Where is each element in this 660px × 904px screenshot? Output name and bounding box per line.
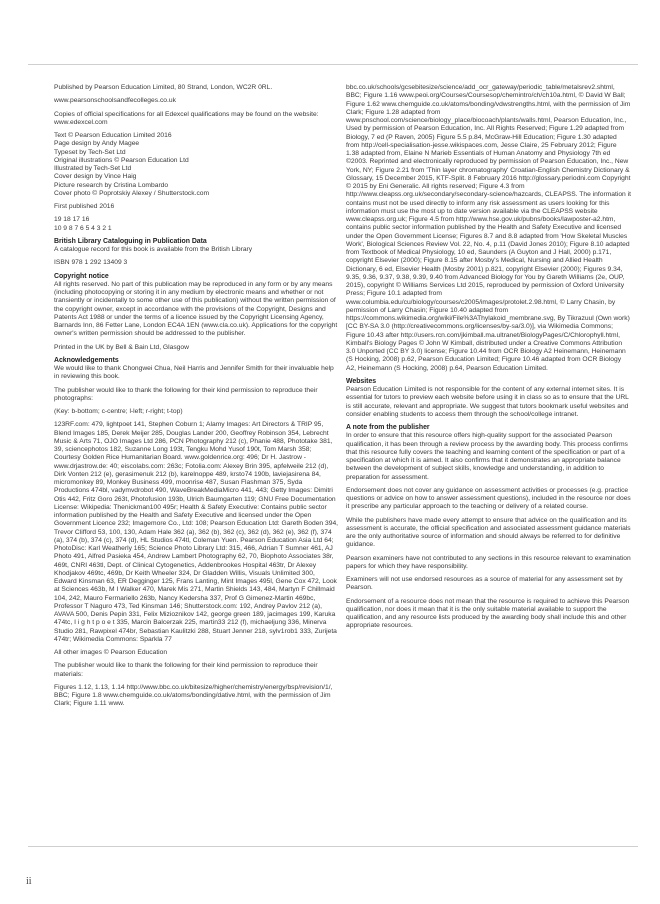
bl-cataloguing-text: A catalogue record for this book is available from the British Library <box>54 246 253 253</box>
materials-credits-start: Figures 1.12, 1.13, 1.14 http://www.bbc.co.uk/bitesize/higher/chemistry/energy/bsp/revision/1/, BBC; Figure 1.8 www.chemguide.co.uk/atoms/bonding/dative.html, with the permission of Jim Clark; Figure 1.11 www. <box>54 683 333 708</box>
credits-block <box>54 132 339 198</box>
publisher-note-paragraph: In order to ensure that this resource offers high-quality support for the associated Pearson qualification, it has been through a review process by the awarding body. This process confirms that this resource fully covers the teaching and learning content of the specification or part of a specification at which it is aimed. It also confirms that it demonstrates an appropriate balance between the development of subject skills, knowledge and understanding, in addition to preparation for assessment. <box>346 432 628 481</box>
materials-intro: The publisher would like to thank the following for their kind permission to reproduce their materials: <box>54 662 318 678</box>
other-images-note: All other images © Pearson Education <box>54 649 168 656</box>
credit-line: Original illustrations © Pearson Education Ltd <box>54 156 189 164</box>
page-number: ii <box>26 876 32 887</box>
first-published: First published 2016 <box>54 203 115 210</box>
acknowledgements-text: We would like to thank Chongwei Chua, Neil Harris and Jennifer Smith for their invaluable help in reviewing this book. <box>54 365 334 381</box>
top-rule <box>28 64 638 65</box>
credit-line: Text © Pearson Education Limited 2016 <box>54 132 172 139</box>
left-column <box>54 84 339 714</box>
publisher-note-paragraph: Endorsement does not cover any guidance on assessment activities or processes (e.g. practice questions or advice on how to answer assessment questions), included in the resource nor does it prescribe any particular approach to the teaching or delivery of a related course. <box>346 486 631 511</box>
publisher-note-heading: A note from the publisher <box>346 424 430 431</box>
photo-credits: 123RF.com: 479, lightpoet 141, Stephen Coburn 1; Alamy Images: Art Directors & TRIP 95, Blend Images 185, Derek Meijer 285, Douglas Lander 200, Geoffrey Robinson 354, Lebrecht Music & Arts 71, OJO Images Ltd 286, PCN Photography 212 (c), Phanie 488, Phototake 381, 39, sciencephotos 182, Suzanne Long 193t, Tengku Mohd Yusof 190t, Tom Marsh 358; Courtesy Golden Rice Humanitarian Board. www.goldenrice.org: 496; Dr H. Jastrow - www.drjastrow.de: 40; eiscolabs.com: 263c; Fotolia.com: Alexey Brin 395, apfelweile 212 (d), Dirk Vonten 212 (e), gerasimenuk 212 (b), karelnoppe 489, krsto74 190b, laviejasirena 84, micromonkey 89, Monkey Business 499, moonrise 487, Susan Flashman 375, Syda Productions 474bl, vadymvdrobot 490, WaveBreakMediaMicro 441, 443; Getty Images: Dimitri Otis 442, Fritz Goro 263t, Photofusion 193b, Ulrich Baumgarten 119; GNU Free Documentation License: Wikipedia: Thenickman100 495r; Health & Safety Executive: Contains public sector information published by the Health and Safety Executive and licensed under the Open Government Licence 232; Imagemore Co., Ltd: 108; Pearson Education Ltd: Gareth Boden 394, Trevor Clifford 53, 100, 130, Adam Hale 362 (a), 362 (b), 362 (c), 362 (d), 362 (e), 362 (f), 374 (a), 374 (b), 374 (c), 374 (d), HL Studios 474tl, Coleman Yuen. Pearson Education Asia Ltd 64; PhotoDisc: Karl Weatherly 165; Science Photo Library Ltd: 315, 466, Adrian T Sumner 461, AJ Photo 491, Alfred Pasieka 454, Andrew Lambert Photography 62, 70, Biophoto Associates 38r, 469t, CNRI 463tl, Dept. of Clinical Cytogenetics, Addenbrookes Hospital 463tr, Dr Alexey Khodjakov 469tc, 469b, Dr Keith Wheeler 324, Dr Gladden Willis, Visuals Unlimited 300, Edward Kinsman 63, ER Degginger 125, Frans Lanting, Mint Images 495l, Gene Cox 472, Look at Sciences 463b, M I Walker 470, Marek Mis 271, Martin Shields 143, 484, Martyn F Chillmaid 104, 242, Mauro Fermariello 263b, Nancy Kedersha 337, Prof G Gimenez-Martin 469bc, Professor T Naguro 473, Ted Kinsman 146; Shutterstock.com: 192, Andrey Pavlov 212 (a), AVAVA 500, Denis Pepin 331, Felix Mizioznikov 142, george green 189, jacimages 199, Karuka 474tc, I i g h t p o e t 335, Marcin Balcerzak 225, martin33 212 (f), michaeljung 336, Minerva Studio 281, Rawpixel 474br, Sebastian Kaulitzki 288, Stuart Jenner 218, sylv1rob1 333, Zurijeta 474tr; Wikimedia Commons: Sparkla 77 <box>54 421 339 643</box>
right-column <box>346 84 631 636</box>
photo-key: (Key: b-bottom; c-centre; l-left; r-right; t-top) <box>54 408 183 415</box>
acknowledgements-heading: Acknowledgements <box>54 356 119 364</box>
publisher-note-paragraph: Examiners will not use endorsed resources as a source of material for any assessment set by Pearson. <box>346 576 623 592</box>
impression-years: 19 18 17 16 <box>54 216 90 224</box>
copyright-heading: Copyright notice <box>54 272 109 280</box>
printed-by: Printed in the UK by Bell & Bain Ltd, Glasgow <box>54 343 189 351</box>
websites-text: Pearson Education Limited is not responsible for the content of any external internet sites. It is essential for tutors to preview each website before using it in class so as to ensure that the URL is still accurate, relevant and appropriate. We suggest that tutors bookmark useful websites and consider enabling students to access them through the school/college intranet. <box>346 386 629 418</box>
publisher-note-paragraph: Pearson examiners have not contributed to any sections in this resource relevant to examination papers for which they have responsibility. <box>346 554 631 570</box>
isbn: ISBN 978 1 292 13409 3 <box>54 259 128 267</box>
bottom-rule <box>28 846 638 847</box>
impression-line <box>54 216 339 233</box>
photos-intro: The publisher would like to thank the following for their kind permission to reproduce their photographs: <box>54 386 318 402</box>
credit-line: Picture research by Cristina Lombardo <box>54 181 169 189</box>
credit-line: Cover design by Vince Haig <box>54 173 137 181</box>
copyright-text: All rights reserved. No part of this publication may be reproduced in any form or by any means (including photocopying or storing it in any medium by electronic means and whether or not transiently or incidentally to some other use of this publication) without the written permission of the copyright owner, except in accordance with the provisions of the Copyright, Designs and Patents Act 1988 or under the terms of a licence issued by the Copyright Licensing Agency, Barnards Inn, 86 Fetter Lane, London EC4A 1EN (www.cla.co.uk). Applications for the copyright owner's written permission should be addressed to the publisher. <box>54 280 338 338</box>
specifications-note: Copies of official specifications for all Edexcel qualifications may be found on the website: www.edexcel.com <box>54 110 319 126</box>
publisher-website: www.pearsonschoolsandfecolleges.co.uk <box>54 97 176 105</box>
publisher-note-paragraph: Endorsement of a resource does not mean that the resource is required to achieve this Pearson qualification, nor does it mean that it is the only suitable material available to support the qualification, and any resource lists produced by the awarding body shall include this and other appropriate resources. <box>346 597 630 630</box>
credit-line: Typeset by Tech-Set Ltd <box>54 148 126 156</box>
websites-heading: Websites <box>346 377 377 385</box>
publisher-line: Published by Pearson Education Limited, 80 Strand, London, WC2R 0RL. <box>54 84 273 91</box>
bl-cataloguing-heading: British Library Cataloguing in Publication Data <box>54 237 207 245</box>
materials-credits-continued: bbc.co.uk/schools/gcsebitesize/science/add_ocr_gateway/periodic_table/metalsrev2.shtml, BBC; Figure 1.16 www.peoi.org/Courses/Coursesop/chemintro/ch/ch10a.html, © David W Ball; Figure 1.62 www.chemguide.co.uk/atoms/bonding/vdwstrengths.html, with the permission of Jim Clark; Figure 1.28 adapted from www.pnschool.com/science/biology_place/biocoach/plants/walls.html, Pearson Education, Inc., Used by permission of Pearson Education, Inc. All Rights Reserved; Figure 1.29 adapted from Biology, 7 ed (P Raven, 2005) Figure 5.5 p.84, McGraw-Hill Education; Figure 1.30 adapted from http://cell-specialisation-jesse.wikispaces.com, Jesse Claire, 25 February 2012; Figure 1.38 adapted from, Elaine N Marieb Essentials of Human Anatomy and Physiology 7th ed ©2003. Reprinted and electronically reproduced by permission of Pearson Education, Inc., New York, NY; Figure 2.21 from 'Thin layer chromatography' Croatian-English Chemistry Dictionary & Glossary, 15 December 2015, KTF-Split. 8 February 2016 http://glossary.periodni.com Copyright © 2015 by Eni Generalic. All rights reserved; Figure 4.3 from http://www.cleapss.org.uk/secondary/secondary-science/hazcards, CLEAPSS. The information it contains must not be used directly to inform any risk assessment as users looking for this information must use the most up to date version available via the CLEAPSS website www.cleapss.org.uk; Figure 4.5 from http://www.hse.gov.uk/pubns/books/lawposter-a2.htm, contains public sector information published by the Health and Safety Executive and licensed under the Open Government License; Figures 8.7 and 8.8 adapted from 'How Skeletal Muscles Work', Biological Sciences Review Vol. 22, No. 4, p.11 (David Jones 2010); Figure 8.10 adapted from Textbook of Medical Physiology, 10 ed, Saunders (A Guyton and J Hall, 2000) p.171, copyright Elsevier (2000); Figure 8.15 after Mosby's Medical, Nursing and Allied Health Dictionary, 6 ed, Elsevier Health (Mosby 2001) p.821, copyright Elsevier (2000); Figures 9.34, 9.35, 9.36, 9.37, 9.38, 9.39, 9.40 from Advanced Biology for You by Gareth Williams (2e, OUP, 2015), copyright © Williams Services Ltd 2015, reproduced by permission of Oxford University Press; Figure 10.1 adapted from www.columbia.edu/cu/biology/courses/c2005/images/protolet.2.98.html, © Larry Chasin, by permission of Larry Chasin; Figure 10.40 adapted from https://commons.wikimedia.org/wiki/File%3AThylakoid_membrane.svg, By Tikrazuul (Own work) [CC BY-SA 3.0 (http://creativecommons.org/licenses/by-sa/3.0)], via Wikimedia Commons; Figure 10.43 after http://users.rcn.com/jkimball.ma.ultranet/BiologyPages/C/Chlorophyll.html, Kimball's Biology Pages © John W Kimball, distributed under a Creative Commons Attribution 3.0 Unported (CC BY 3.0) license; Figure 10.44 from OCR Biology A2 Heinemann, Heinemann (S Hocking, 2008) p.62, Pearson Education Limited; Figure 10.46 adapted from OCR Biology A2, Heinemann (S Hocking, 2008) p.64, Pearson Education Limited. <box>346 84 631 372</box>
publisher-note-paragraph: While the publishers have made every attempt to ensure that advice on the qualification and its assessment is accurate, the official specification and associated assessment guidance materials are the only authoritative source of information and should always be referred to for definitive guidance. <box>346 516 631 549</box>
credit-line: Cover photo © Poprotskiy Alexey / Shutterstock.com <box>54 189 210 197</box>
credit-line: Page design by Andy Magee <box>54 140 140 148</box>
impression-numbers: 10 9 8 7 6 5 4 3 2 1 <box>54 224 112 232</box>
credit-line: Illustrated by Tech-Set Ltd <box>54 165 132 172</box>
